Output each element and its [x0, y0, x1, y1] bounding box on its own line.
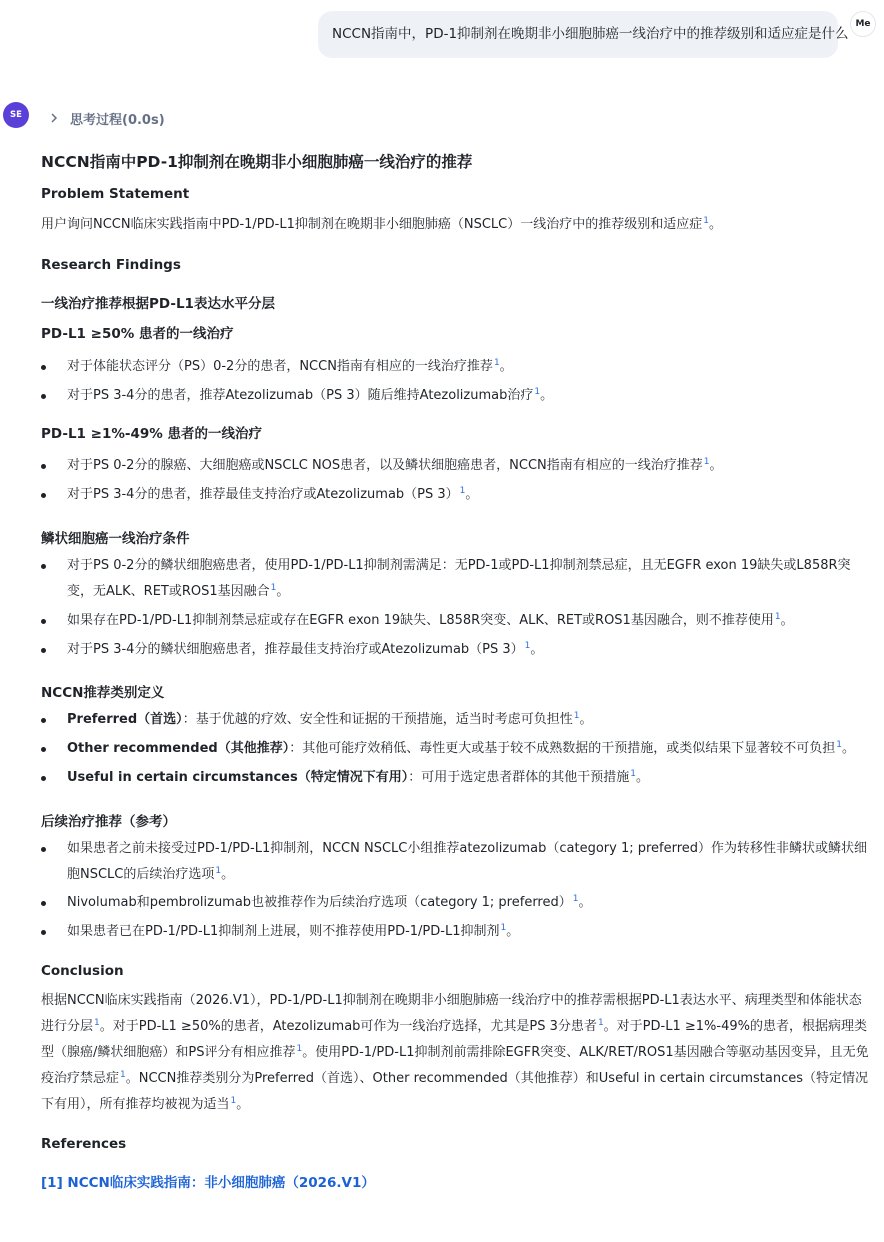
- citation-1[interactable]: 1: [836, 739, 842, 750]
- citation-1[interactable]: 1: [459, 485, 466, 496]
- research-heading: Research Findings: [41, 257, 181, 273]
- list-item-end: 。: [465, 487, 479, 502]
- list-item-text: 对于PS 3-4分的鳞状细胞癌患者，推荐最佳支持治疗或Atezolizumab（PS 3）: [67, 642, 524, 657]
- reference-link-1[interactable]: [1] NCCN临床实践指南：非小细胞肺癌（2026.V1）: [41, 1175, 375, 1191]
- user-message-row: [0, 11, 884, 61]
- list-item-end: 。: [579, 712, 593, 727]
- subsection-heading: 后续治疗推荐（参考）: [41, 814, 176, 830]
- conclusion-heading: Conclusion: [41, 963, 124, 979]
- list-item-text: 对于体能状态评分（PS）0-2分的患者，NCCN指南有相应的一线治疗推荐: [67, 359, 493, 374]
- list-item: [41, 707, 873, 733]
- citation-1[interactable]: 1: [500, 922, 507, 933]
- citation-1[interactable]: 1: [493, 357, 500, 368]
- subsection-heading: NCCN推荐类别定义: [41, 685, 165, 701]
- list-item-end: 。: [780, 613, 794, 628]
- list-item-end: 。: [841, 741, 855, 756]
- citation-1[interactable]: 1: [230, 1095, 237, 1106]
- list-item-term: Other recommended（其他推荐）: [67, 741, 290, 756]
- conclusion-part: 。NCCN推荐类别分为Preferred（首选）、Other recommended（其他推荐）和Useful in certain circumstances（特定情况下有用），所有推荐均被视为适当: [41, 1071, 869, 1112]
- list-item-term: Preferred（首选）: [67, 712, 183, 727]
- list-item-end: 。: [540, 388, 554, 403]
- answer-title: NCCN指南中PD-1抑制剂在晚期非小细胞肺癌一线治疗的推荐: [41, 153, 473, 171]
- problem-text-body: 用户询问NCCN临床实践指南中PD-1/PD-L1抑制剂在晚期非小细胞肺癌（NSCLC）一线治疗中的推荐级别和适应症: [41, 217, 703, 232]
- list-item-text: 如果存在PD-1/PD-L1抑制剂禁忌症或存在EGFR exon 19缺失、L858R突变、ALK、RET或ROS1基因融合，则不推荐使用: [67, 613, 774, 628]
- list-item-end: 。: [635, 770, 649, 785]
- problem-text: [41, 212, 873, 238]
- conclusion-part: 根据NCCN临床实践指南（2026.V1），PD-1/PD-L1抑制剂在晚期非小细胞肺癌一线治疗中的推荐需根据PD-L1表达水平、病理类型和体能状态进行分层: [41, 993, 862, 1034]
- list-item-text: 对于PS 3-4分的患者，推荐最佳支持治疗或Atezolizumab（PS 3）: [67, 487, 459, 502]
- list-item: [41, 354, 873, 380]
- list-item-text: Nivolumab和pembrolizumab也被推荐作为后续治疗选项（category 1; preferred）: [67, 895, 572, 910]
- list-item: [41, 890, 873, 916]
- list-item-end: 。: [506, 924, 520, 939]
- thinking-label: 思考过程(0.0s): [70, 112, 165, 128]
- list-item: [41, 736, 873, 762]
- subsection-heading: 一线治疗推荐根据PD-L1表达水平分层: [41, 296, 275, 312]
- citation-1[interactable]: 1: [703, 215, 709, 226]
- list-item: [41, 608, 873, 634]
- chevron-right-icon: [48, 112, 60, 124]
- citation-1[interactable]: 1: [534, 386, 541, 397]
- list-item: [41, 637, 873, 663]
- list-item-text: ：其他可能疗效稍低、毒性更大或基于较不成熟数据的干预措施，或类似结果下显著较不可负担: [289, 741, 836, 756]
- citation-1[interactable]: 1: [215, 865, 222, 876]
- list-item-end: 。: [276, 584, 290, 599]
- list-item-text: ：基于优越的疗效、安全性和证据的干预措施，适当时考虑可负担性: [182, 712, 573, 727]
- list-item: [41, 553, 873, 605]
- list-item-term: Useful in certain circumstances（特定情况下有用）: [67, 770, 409, 785]
- citation-1[interactable]: 1: [630, 768, 636, 779]
- citation-1[interactable]: 1: [774, 611, 781, 622]
- subsection-heading: PD-L1 ≥1%-49% 患者的一线治疗: [41, 426, 262, 442]
- citation-1[interactable]: 1: [270, 582, 277, 593]
- citation-1[interactable]: 1: [120, 1069, 126, 1080]
- conclusion-text: [41, 988, 873, 1118]
- list-item-end: 。: [530, 642, 544, 657]
- citation-1[interactable]: 1: [572, 893, 579, 904]
- subsection-heading: PD-L1 ≥50% 患者的一线治疗: [41, 326, 234, 342]
- conclusion-part: 。: [236, 1097, 250, 1112]
- conclusion-part: 。使用PD-1/PD-L1抑制剂前需排除EGFR突变、ALK/RET/ROS1基因融合等驱动基因变异，且无免疫治疗禁忌症: [41, 1045, 869, 1086]
- conclusion-part: 。对于PD-L1 ≥1%-49%的患者，根据病理类型（腺癌/鳞状细胞癌）和PS评分有相应推荐: [41, 1019, 867, 1060]
- list-item: [41, 383, 873, 409]
- list-item-text: ：可用于选定患者群体的其他干预措施: [408, 770, 630, 785]
- thinking-toggle[interactable]: [48, 108, 165, 128]
- list-item: [41, 482, 873, 508]
- user-avatar: Me: [850, 11, 876, 37]
- list-item-text: 对于PS 0-2分的腺癌、大细胞癌或NSCLC NOS患者，以及鳞状细胞癌患者，NCCN指南有相应的一线治疗推荐: [67, 458, 703, 473]
- citation-1[interactable]: 1: [94, 1017, 100, 1028]
- list-item: [41, 765, 873, 791]
- list-item-end: 。: [578, 895, 592, 910]
- citation-1[interactable]: 1: [597, 1017, 604, 1028]
- list-item-text: 对于PS 0-2分的鳞状细胞癌患者，使用PD-1/PD-L1抑制剂需满足：无PD-1或PD-L1抑制剂禁忌症，且无EGFR exon 19缺失或L858R突变，无ALK、RET或ROS1基因融合: [67, 558, 851, 599]
- list-item-end: 。: [499, 359, 513, 374]
- user-message-bubble: NCCN指南中，PD-1抑制剂在晚期非小细胞肺癌一线治疗中的推荐级别和适应症是什么: [318, 11, 838, 58]
- list-item-text: 如果患者已在PD-1/PD-L1抑制剂上进展，则不推荐使用PD-1/PD-L1抑制剂: [67, 924, 500, 939]
- assistant-avatar: SE: [3, 102, 29, 128]
- conclusion-part: 。对于PD-L1 ≥50%的患者，Atezolizumab可作为一线治疗选择，尤其是PS 3分患者: [99, 1019, 597, 1034]
- list-item: [41, 836, 873, 888]
- list-item: [41, 453, 873, 479]
- citation-1[interactable]: 1: [296, 1043, 303, 1054]
- list-item-end: 。: [221, 867, 235, 882]
- list-item: [41, 919, 873, 945]
- subsection-heading: 鳞状细胞癌一线治疗条件: [41, 531, 190, 547]
- list-item-text: 如果患者之前未接受过PD-1/PD-L1抑制剂，NCCN NSCLC小组推荐atezolizumab（category 1; preferred）作为转移性非鳞状或鳞状细胞NSCLC的后续治疗选项: [67, 841, 868, 882]
- references-heading: References: [41, 1136, 127, 1152]
- problem-text-end: 。: [708, 217, 722, 232]
- list-item-end: 。: [709, 458, 723, 473]
- citation-1[interactable]: 1: [573, 710, 580, 721]
- citation-1[interactable]: 1: [524, 640, 531, 651]
- citation-1[interactable]: 1: [703, 456, 710, 467]
- list-item-text: 对于PS 3-4分的患者，推荐Atezolizumab（PS 3）随后维持Atezolizumab治疗: [67, 388, 534, 403]
- problem-heading: Problem Statement: [41, 186, 190, 202]
